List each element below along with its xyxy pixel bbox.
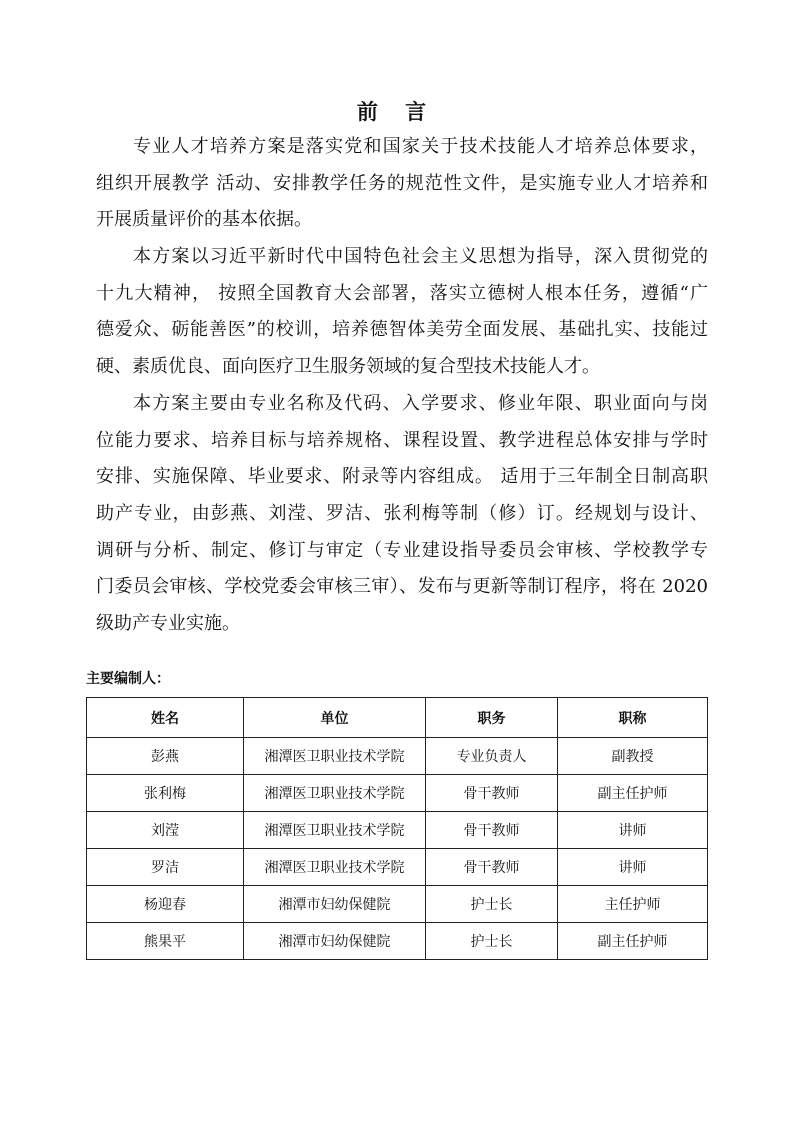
page-title: 前 言: [356, 100, 437, 124]
paragraph-line: 硬、素质优良、面向医疗卫生服务领域的复合型技术技能人才。: [96, 356, 600, 378]
table-row: [87, 849, 708, 886]
paragraph-line: 调研与分析、制定、修订与审定（专业建设指导委员会审核、学校教学专: [96, 539, 708, 561]
table-row: [87, 738, 708, 775]
cell-name: 杨迎春: [87, 886, 244, 923]
table-row: [87, 886, 708, 923]
table-header-row: [87, 698, 708, 738]
cell-position: 护士长: [426, 886, 558, 923]
paragraph-line: 门委员会审核、学校党委会审核三审）、发布与更新等制订程序，将在 2020: [96, 576, 708, 598]
cell-title: 主任护师: [558, 886, 708, 923]
header-position: 职务: [426, 698, 558, 738]
cell-name: 张利梅: [87, 775, 244, 812]
cell-unit: 湘潭医卫职业技术学院: [244, 738, 426, 775]
cell-title: 副教授: [558, 738, 708, 775]
cell-unit: 湘潭市妇幼保健院: [244, 886, 426, 923]
table-row: [87, 812, 708, 849]
cell-title: 讲师: [558, 812, 708, 849]
paragraph-line: 安排、实施保障、毕业要求、附录等内容组成。 适用于三年制全日制高职: [96, 466, 708, 488]
cell-unit: 湘潭医卫职业技术学院: [244, 849, 426, 886]
paragraph-line: 开展质量评价的基本依据。: [96, 209, 312, 231]
editors-label: 主要编制人：: [86, 671, 170, 687]
cell-position: 专业负责人: [426, 738, 558, 775]
cell-title: 讲师: [558, 849, 708, 886]
cell-name: 熊果平: [87, 923, 244, 960]
cell-unit: 湘潭医卫职业技术学院: [244, 812, 426, 849]
paragraph-line: 专业人才培养方案是落实党和国家关于技术技能人才培养总体要求，: [133, 136, 708, 157]
paragraph-line: 本方案主要由专业名称及代码、入学要求、修业年限、职业面向与岗: [133, 392, 708, 414]
table-row: [87, 923, 708, 960]
cell-name: 罗洁: [87, 849, 244, 886]
cell-position: 骨干教师: [426, 775, 558, 812]
cell-position: 骨干教师: [426, 812, 558, 849]
cell-unit: 湘潭医卫职业技术学院: [244, 775, 426, 812]
paragraph-line: 德爱众、砺能善医”的校训，培养德智体美劳全面发展、基础扎实、技能过: [96, 319, 708, 341]
paragraph-line: 本方案以习近平新时代中国特色社会主义思想为指导，深入贯彻党的: [133, 246, 708, 268]
paragraph-line: 十九大精神， 按照全国教育大会部署，落实立德树人根本任务，遵循“广: [96, 282, 708, 304]
preface-body: [96, 129, 708, 643]
cell-title: 副主任护师: [558, 923, 708, 960]
header-title: 职称: [558, 698, 708, 738]
paragraph-line: 级助产专业实施。: [96, 612, 240, 634]
paragraph-line: 组织开展教学 活动、安排教学任务的规范性文件，是实施专业人才培养和: [96, 172, 708, 194]
editors-table: [86, 697, 708, 960]
cell-unit: 湘潭市妇幼保健院: [244, 923, 426, 960]
header-unit: 单位: [244, 698, 426, 738]
cell-position: 护士长: [426, 923, 558, 960]
paragraph-line: 位能力要求、培养目标与培养规格、课程设置、教学进程总体安排与学时: [96, 429, 708, 451]
cell-name: 刘滢: [87, 812, 244, 849]
table-row: [87, 775, 708, 812]
cell-title: 副主任护师: [558, 775, 708, 812]
header-name: 姓名: [87, 698, 244, 738]
cell-name: 彭燕: [87, 738, 244, 775]
paragraph-line: 助产专业，由彭燕、刘滢、罗洁、张利梅等制（修）订。经规划与设计、: [96, 502, 708, 524]
cell-position: 骨干教师: [426, 849, 558, 886]
